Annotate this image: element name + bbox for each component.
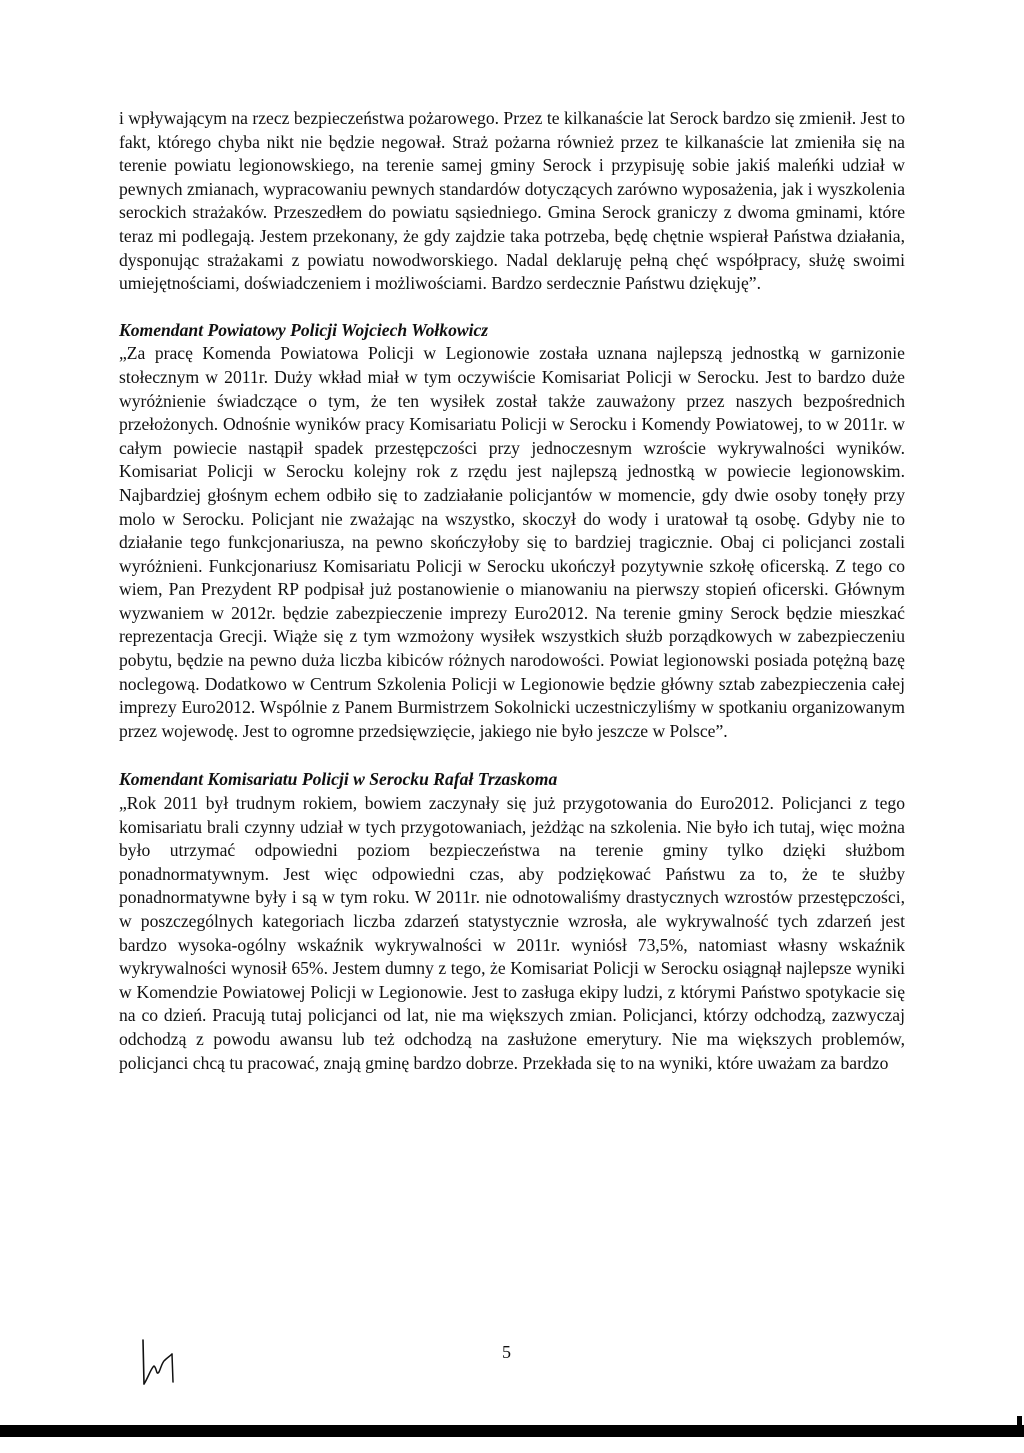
handwritten-initials-icon [140, 1338, 186, 1388]
speech-station-commander: „Rok 2011 był trudnym rokiem, bowiem zaczynały się już przygotowania do Euro2012. Policjanci z tego komisariatu brali czynny udział w tych przygotowaniach, jeżdżąc na szkolenia. Nie było ich tutaj, więc można było utrzymać odpowiedni poziom bezpieczeństwa na terenie gminy tylko dzięki służbom ponadnormatywnym. Jest więc odpowiedni czas, aby podziękować Państwu za to, że te służby ponadnormatywne były i są w tym roku. W 2011r. nie odnotowaliśmy drastycznych wzrostów przestępczości, w poszczególnych kategoriach liczba zdarzeń statystycznie wzrosła, ale wykrywalność tych zdarzeń jest bardzo wysoka-ogólny wskaźnik wykrywalności w 2011r. wyniósł 73,5%, natomiast własny wskaźnik wykrywalności wynosił 65%. Jestem dumny z tego, że Komisariat Policji w Serocku osiągnął najlepsze wyniki w Komendzie Powiatowej Policji w Legionowie. Jest to zasługa ekipy ludzi, z którymi Państwo spotykacie się na co dzień. Pracują tutaj policjanci od lat, nie ma większych zmian. Policjanci, którzy odchodzą, zazwyczaj odchodzą z powodu awansu lub też odchodzą na zasłużone emerytury. Nie ma większych problemów, policjanci chcą tu pracować, znają gminę bardzo dobrze. Przekłada się to na wyniki, które uważam za bardzo [119, 793, 905, 1073]
speaker-heading-police-commander: Komendant Powiatowy Policji Wojciech Wołkowicz [119, 319, 489, 340]
scan-edge-bar [0, 1425, 1024, 1437]
paragraph-spacer [119, 743, 905, 768]
speech-police-commander: „Za pracę Komenda Powiatowa Policji w Legionowie została uznana najlepszą jednostką w garnizonie stołecznym w 2011r. Duży wkład miał w tym oczywiście Komisariat Policji w Serocku. Jest to bardzo duże wyróżnienie świadczące o tym, że ten wysiłek został także zauważony przez naszych bezpośrednich przełożonych. Odnośnie wyników pracy Komisariatu Policji w Serocku i Komendy Powiatowej, to w 2011r. w całym powiecie nastąpił spadek przestępczości przy jednoczesnym wzroście wykrywalności wyników. Komisariat Policji w Serocku kolejny rok z rzędu jest najlepszą jednostką w powiecie legionowskim. Najbardziej głośnym echem odbiło się to zadziałanie policjantów w momencie, gdy dwie osoby tonęły przy molo w Serocku. Policjant nie zważając na wszystko, skoczył do wody i uratował tą osobę. Gdyby nie to działanie tego funkcjonariusza, na pewno skończyłoby się to bardziej tragicznie. Obaj ci policjanci zostali wyróżnieni. Funkcjonariusz Komisariatu Policji w Serocku ukończył pozytywnie szkołę oficerską. Z tego co wiem, Pan Prezydent RP podpisał już postanowienie o mianowaniu na pierwszy stopień oficerski. Głównym wyzwaniem w 2012r. będzie zabezpieczenie imprezy Euro2012. Na terenie gminy Serock będzie mieszkać reprezentacja Grecji. Wiąże się z tym wzmożony wysiłek wszystkich służb porządkowych w zabezpieczeniu pobytu, będzie na pewno duża liczba kibiców różnych narodowości. Powiat legionowski posiada potężną bazę noclegową. Dodatkowo w Centrum Szkolenia Policji w Legionowie będzie główny sztab zabezpieczenia całej imprezy Euro2012. Wspólnie z Panem Burmistrzem Sokolnicki uczestniczyliśmy w spotkaniu organizowanym przez wojewodę. Jest to ogromne przedsięwzięcie, jakiego nie było jeszcze w Polsce”. [119, 343, 905, 741]
speaker-heading-station-commander: Komendant Komisariatu Policji w Serocku Rafał Trzaskoma [119, 769, 558, 790]
document-body [119, 107, 905, 1075]
page-number: 5 [502, 1342, 511, 1362]
scan-edge-mark [1017, 1416, 1022, 1426]
paragraph-spacer [119, 296, 905, 319]
intro-paragraph: i wpływającym na rzecz bezpieczeństwa pożarowego. Przez te kilkanaście lat Serock bardzo się zmienił. Jest to fakt, którego chyba nikt nie będzie negował. Straż pożarna również przez te kilkanaście lat zmieniła się na terenie powiatu legionowskiego, na terenie samej gminy Serock i przypisuję sobie jakiś maleńki udział w pewnych zmianach, wypracowaniu pewnych standardów dotyczących zarówno wyposażenia, jak i wyszkolenia serockich strażaków. Przeszedłem do powiatu sąsiedniego. Gmina Serock graniczy z dwoma gminami, które teraz mi podlegają. Jestem przekonany, że gdy zajdzie taka potrzeba, będę chętnie wspierał Państwa działania, dysponując strażakami z powiatu nowodworskiego. Nadal deklaruję pełną chęć współpracy, służę swoimi umiejętnościami, doświadczeniem i możliwościami. Bardzo serdecznie Państwu dziękuję”. [119, 108, 906, 294]
